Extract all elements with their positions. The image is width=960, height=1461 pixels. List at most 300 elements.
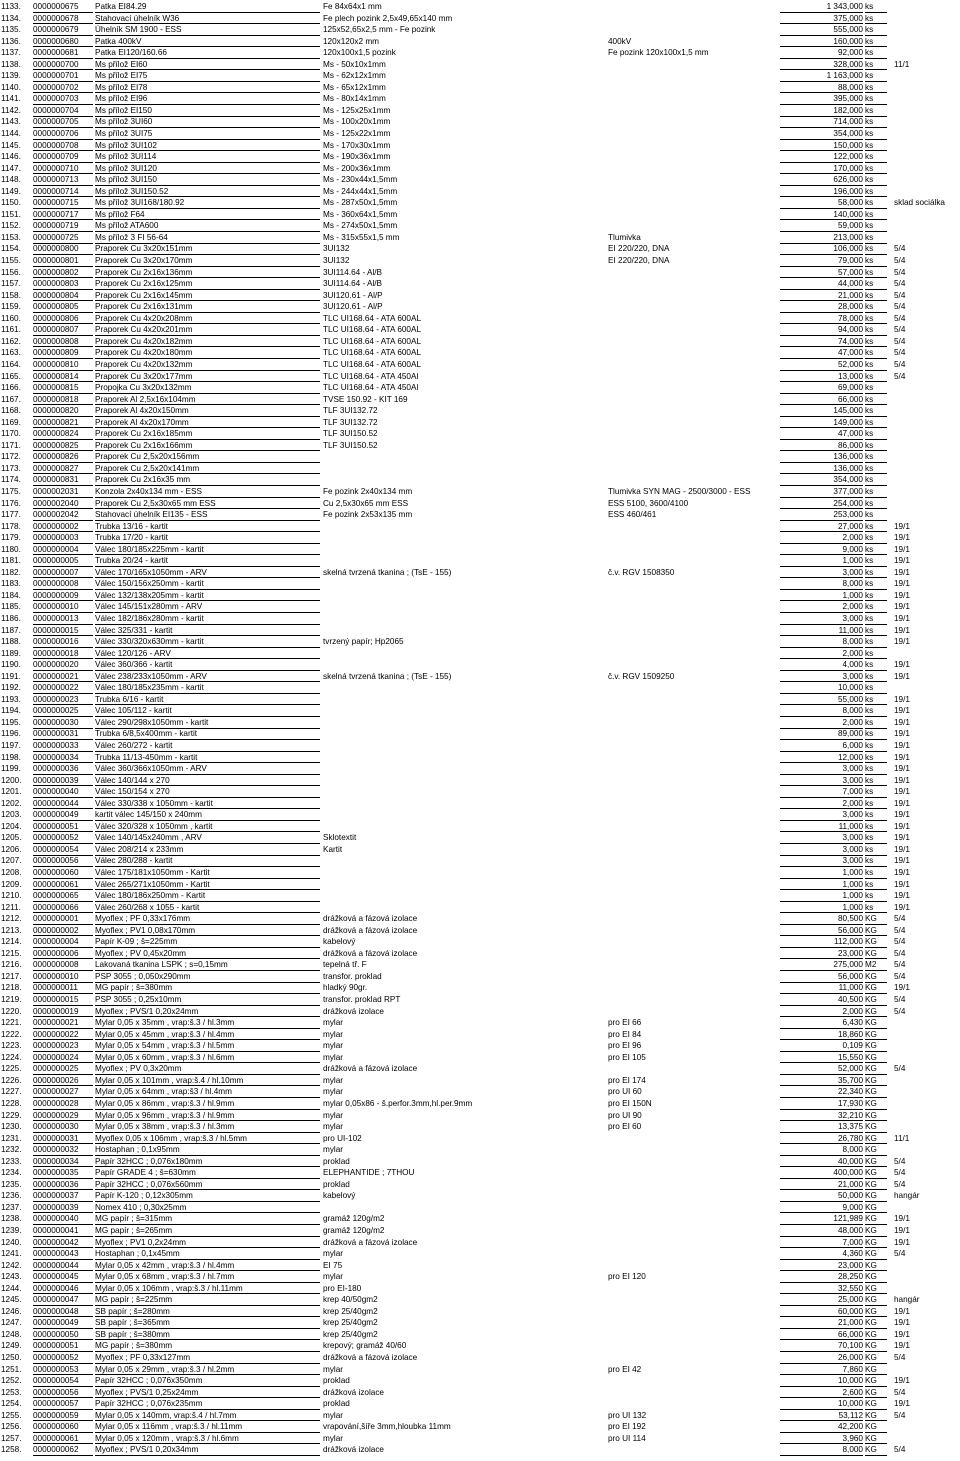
item-quantity: 13,000 — [780, 372, 863, 383]
item-unit: KG — [865, 1341, 887, 1352]
item-spec: 3UI114.64 - Al/B — [323, 267, 383, 277]
item-code: 0000000810 — [33, 360, 93, 371]
item-spec: krepový; gramáž 40/60 — [323, 1341, 407, 1351]
row-number: 1190. — [1, 660, 21, 670]
row-number: 1249. — [1, 1341, 22, 1351]
item-unit: KG — [865, 1122, 887, 1133]
item-name: SB papír ; š=280mm — [95, 1307, 320, 1318]
item-quantity: 78,000 — [780, 314, 863, 325]
item-code: 0000000004 — [33, 937, 93, 948]
item-name: Mylar 0,05 x 64mm , vrap:š3 / hl.4mm — [95, 1087, 320, 1098]
item-name: Válec 182/186x280mm - kartit — [95, 614, 320, 625]
row-number: 1233. — [1, 1156, 22, 1166]
item-location: 5/4 — [894, 995, 906, 1005]
item-quantity: 7,860 — [780, 1365, 863, 1376]
item-code: 0000000054 — [33, 845, 93, 856]
item-name: Ms přílož 3UI150 — [95, 175, 320, 186]
item-code: 0000000715 — [33, 198, 93, 209]
item-unit: ks — [865, 799, 887, 810]
item-location: 5/4 — [894, 267, 906, 277]
table-row — [0, 1376, 960, 1388]
item-code: 0000000002 — [33, 522, 93, 533]
item-unit: ks — [865, 117, 887, 128]
row-number: 1251. — [1, 1364, 22, 1374]
item-spec: TLC UI168.64 - ATA 600AL — [323, 336, 421, 346]
item-unit: KG — [865, 1330, 887, 1341]
item-code: 0000002042 — [33, 510, 93, 521]
item-code: 0000000679 — [33, 25, 93, 36]
table-row — [0, 1284, 960, 1296]
item-code: 0000000040 — [33, 787, 93, 798]
table-row — [0, 198, 960, 210]
table-row — [0, 729, 960, 741]
item-unit: ks — [865, 395, 887, 406]
item-code: 0000000037 — [33, 1191, 93, 1202]
item-spec: 3UI120.61 - Al/P — [323, 290, 383, 300]
table-row — [0, 302, 960, 314]
item-unit: ks — [865, 626, 887, 637]
item-name: MG papír ; š=265mm — [95, 1226, 320, 1237]
item-spec: Ms - 230x44x1,5mm — [323, 175, 398, 185]
table-row — [0, 983, 960, 995]
item-location: 19/1 — [894, 556, 910, 566]
table-row — [0, 972, 960, 984]
item-code: 0000000680 — [33, 37, 93, 48]
item-code: 0000000056 — [33, 856, 93, 867]
item-quantity: 74,000 — [780, 337, 863, 348]
item-unit: ks — [865, 868, 887, 879]
row-number: 1136. — [1, 36, 21, 46]
item-quantity: 122,000 — [780, 152, 863, 163]
item-quantity: 2,000 — [780, 1007, 863, 1018]
item-code: 0000000031 — [33, 1134, 93, 1145]
item-unit: ks — [865, 360, 887, 371]
item-quantity: 375,000 — [780, 14, 863, 25]
item-spec: mylar — [323, 1110, 344, 1120]
item-spec: drážková izolace — [323, 1387, 384, 1397]
item-note: pro EI 66 — [608, 1018, 642, 1028]
row-number: 1179. — [1, 533, 21, 543]
item-code: 0000000059 — [33, 1411, 93, 1422]
row-number: 1184. — [1, 590, 21, 600]
item-location: 5/4 — [894, 348, 906, 358]
table-row — [0, 1226, 960, 1238]
item-unit: KG — [865, 995, 887, 1006]
item-unit: ks — [865, 25, 887, 36]
item-quantity: 3,000 — [780, 764, 863, 775]
item-code: 0000000821 — [33, 418, 93, 429]
table-row — [0, 2, 960, 14]
table-row — [0, 314, 960, 326]
item-quantity: 2,000 — [780, 799, 863, 810]
item-spec: Ms - 125x22x1mm — [323, 129, 391, 139]
row-number: 1182. — [1, 567, 21, 577]
item-name: MG papír ; š=380mm — [95, 1341, 320, 1352]
item-unit: ks — [865, 522, 887, 533]
row-number: 1175. — [1, 486, 21, 496]
item-unit: ks — [865, 291, 887, 302]
item-spec: proklad — [323, 1179, 350, 1189]
item-spec: 120x120x2 mm — [323, 36, 379, 46]
item-name: Papír K-09 ; š=225mm — [95, 937, 320, 948]
table-row — [0, 221, 960, 233]
item-unit: ks — [865, 464, 887, 475]
table-row — [0, 117, 960, 129]
row-number: 1181. — [1, 556, 21, 566]
row-number: 1237. — [1, 1202, 22, 1212]
row-number: 1178. — [1, 521, 21, 531]
item-name: Mylar 0,05 x 60mm , vrap:š.3 / hl.6mm — [95, 1053, 320, 1064]
item-unit: KG — [865, 1053, 887, 1064]
item-spec: mylar — [323, 1145, 344, 1155]
row-number: 1248. — [1, 1329, 22, 1339]
item-name: Válec 140/145x240mm , ARV — [95, 833, 320, 844]
item-name: Propojka Cu 3x20x132mm — [95, 383, 320, 394]
item-location: 19/1 — [894, 891, 910, 901]
item-note: pro EI 96 — [608, 1041, 642, 1051]
item-code: 0000000678 — [33, 14, 93, 25]
table-row — [0, 614, 960, 626]
item-spec: proklad — [323, 1376, 350, 1386]
item-name: Praporek Al 2,5x16x104mm — [95, 395, 320, 406]
item-code: 0000000700 — [33, 60, 93, 71]
item-quantity: 86,000 — [780, 441, 863, 452]
item-code: 0000000029 — [33, 1111, 93, 1122]
item-note: pro EI 174 — [608, 1075, 646, 1085]
item-unit: ks — [865, 221, 887, 232]
item-unit: ks — [865, 268, 887, 279]
item-name: Mylar 0,05 x 45mm , vrap:š.3 / hl.4mm — [95, 1030, 320, 1041]
row-number: 1252. — [1, 1376, 22, 1386]
item-quantity: 626,000 — [780, 175, 863, 186]
item-quantity: 3,000 — [780, 568, 863, 579]
item-spec: 3UI120.61 - Al/P — [323, 302, 383, 312]
item-location: 19/1 — [894, 741, 910, 750]
row-number: 1147. — [1, 163, 21, 173]
item-quantity: 714,000 — [780, 117, 863, 128]
row-number: 1191. — [1, 671, 21, 681]
item-unit: ks — [865, 256, 887, 267]
item-code: 0000000061 — [33, 880, 93, 891]
table-row — [0, 695, 960, 707]
item-code: 0000000065 — [33, 891, 93, 902]
row-number: 1240. — [1, 1237, 22, 1247]
item-unit: ks — [865, 141, 887, 152]
row-number: 1151. — [1, 209, 21, 219]
item-unit: KG — [865, 1318, 887, 1329]
table-row — [0, 1145, 960, 1157]
item-name: Válec 360/366 - kartit — [95, 660, 320, 671]
item-spec: mylar — [323, 1075, 344, 1085]
item-code: 0000000022 — [33, 683, 93, 694]
item-quantity: 8,000 — [780, 706, 863, 717]
table-row — [0, 1399, 960, 1411]
item-unit: ks — [865, 383, 887, 394]
item-quantity: 3,000 — [780, 776, 863, 787]
table-row — [0, 441, 960, 453]
item-code: 0000000704 — [33, 106, 93, 117]
item-name: Hostaphan ; 0,1x95mm — [95, 1145, 320, 1156]
table-row — [0, 1064, 960, 1076]
item-spec: kabelový — [323, 937, 356, 947]
item-unit: KG — [865, 1411, 887, 1422]
item-unit: KG — [865, 1041, 887, 1052]
item-code: 0000000049 — [33, 810, 93, 821]
item-unit: ks — [865, 753, 887, 764]
item-name: Praporek Cu 2x16x131mm — [95, 302, 320, 313]
item-unit: KG — [865, 1214, 887, 1225]
row-number: 1220. — [1, 1006, 22, 1016]
table-row — [0, 949, 960, 961]
item-spec: TLC UI168.64 - ATA 450Al — [323, 383, 419, 393]
item-location: 19/1 — [894, 1214, 910, 1224]
item-unit: ks — [865, 244, 887, 255]
item-quantity: 40,000 — [780, 1157, 863, 1168]
row-number: 1183. — [1, 579, 21, 589]
item-unit: ks — [865, 602, 887, 613]
item-location: 19/1 — [894, 902, 910, 912]
item-code: 0000000006 — [33, 949, 93, 960]
item-code: 0000000039 — [33, 1203, 93, 1214]
item-location: 5/4 — [894, 1249, 906, 1259]
item-unit: KG — [865, 1145, 887, 1156]
row-number: 1246. — [1, 1306, 22, 1316]
item-spec: mylar — [323, 1087, 344, 1097]
item-spec: Ms - 125x25x1mm — [323, 105, 391, 115]
item-name: Papír 32HCC ; 0,076x560mm — [95, 1180, 320, 1191]
item-quantity: 170,000 — [780, 164, 863, 175]
item-spec: mylar — [323, 1364, 344, 1374]
row-number: 1146. — [1, 152, 21, 162]
item-quantity: 2,600 — [780, 1388, 863, 1399]
row-number: 1213. — [1, 925, 22, 935]
item-quantity: 50,000 — [780, 1191, 863, 1202]
item-spec: 3UI132 — [323, 256, 350, 266]
item-spec: Ms - 100x20x1mm — [323, 117, 391, 127]
table-row — [0, 637, 960, 649]
item-unit: ks — [865, 614, 887, 625]
item-code: 0000000033 — [33, 741, 93, 752]
item-location: 5/4 — [894, 1156, 906, 1166]
table-row — [0, 810, 960, 822]
item-name: Praporek Cu 2x16x166mm — [95, 441, 320, 452]
item-name: Myoflex ; PF 0,33x127mm — [95, 1353, 320, 1364]
item-note: pro UI 90 — [608, 1110, 642, 1120]
item-location: 19/1 — [894, 729, 910, 739]
row-number: 1196. — [1, 729, 21, 739]
item-quantity: 32,550 — [780, 1284, 863, 1295]
item-name: Praporek Cu 2x16x185mm — [95, 429, 320, 440]
item-code: 0000002031 — [33, 487, 93, 498]
item-location: 19/1 — [894, 1341, 910, 1351]
item-quantity: 3,000 — [780, 833, 863, 844]
item-location: 19/1 — [894, 1318, 910, 1328]
item-quantity: 1 163,000 — [780, 71, 863, 82]
item-name: Praporek Cu 4x20x201mm — [95, 325, 320, 336]
item-code: 0000000042 — [33, 1238, 93, 1249]
table-row — [0, 1030, 960, 1042]
table-row — [0, 152, 960, 164]
item-location: 5/4 — [894, 971, 906, 981]
item-quantity: 94,000 — [780, 325, 863, 336]
item-quantity: 150,000 — [780, 141, 863, 152]
table-row — [0, 660, 960, 672]
item-code: 0000000826 — [33, 452, 93, 463]
item-code: 0000000016 — [33, 637, 93, 648]
item-unit: ks — [865, 14, 887, 25]
row-number: 1238. — [1, 1214, 22, 1224]
row-number: 1217. — [1, 971, 22, 981]
item-code: 0000000008 — [33, 579, 93, 590]
item-quantity: 3,000 — [780, 672, 863, 683]
item-quantity: 1,000 — [780, 591, 863, 602]
row-number: 1165. — [1, 371, 21, 381]
row-number: 1164. — [1, 359, 21, 369]
item-quantity: 196,000 — [780, 187, 863, 198]
item-code: 0000000706 — [33, 129, 93, 140]
item-name: Válec 150/156x250mm - kartit — [95, 579, 320, 590]
row-number: 1186. — [1, 613, 21, 623]
item-code: 0000000002 — [33, 926, 93, 937]
item-unit: ks — [865, 325, 887, 336]
item-code: 0000000681 — [33, 48, 93, 59]
item-unit: KG — [865, 1087, 887, 1098]
row-number: 1201. — [1, 787, 22, 797]
item-location: 11/1 — [894, 59, 910, 69]
item-spec: krep 25/40gm2 — [323, 1318, 378, 1328]
item-code: 0000000044 — [33, 1261, 93, 1272]
item-location: 19/1 — [894, 602, 910, 612]
table-row — [0, 787, 960, 799]
item-name: Válec 290/298x1050mm - kartit — [95, 718, 320, 729]
item-code: 0000000710 — [33, 164, 93, 175]
row-number: 1236. — [1, 1191, 22, 1201]
item-location: 19/1 — [894, 521, 910, 531]
item-name: Mylar 0,05 x 54mm , vrap:š.3 / hl.5mm — [95, 1041, 320, 1052]
item-name: Válec 170/165x1050mm - ARV — [95, 568, 320, 579]
item-name: Válec 120/126 - ARV — [95, 649, 320, 660]
item-quantity: 56,000 — [780, 926, 863, 937]
item-code: 0000000808 — [33, 337, 93, 348]
item-unit: ks — [865, 106, 887, 117]
item-name: Myoflex ; PV 0,45x20mm — [95, 949, 320, 960]
item-unit: KG — [865, 972, 887, 983]
item-quantity: 47,000 — [780, 429, 863, 440]
item-quantity: 3,000 — [780, 810, 863, 821]
row-number: 1242. — [1, 1260, 22, 1270]
item-name: Válec 360/366x1050mm - ARV — [95, 764, 320, 775]
row-number: 1152. — [1, 221, 21, 231]
table-row — [0, 833, 960, 845]
item-code: 0000000801 — [33, 256, 93, 267]
table-row — [0, 903, 960, 915]
item-code: 0000000021 — [33, 1018, 93, 1029]
item-unit: ks — [865, 741, 887, 752]
item-spec: skelná tvrzená tkanina ; (TsE - 155) — [323, 567, 452, 577]
item-quantity: 26,000 — [780, 1353, 863, 1364]
row-number: 1255. — [1, 1410, 22, 1420]
item-note: pro UI 132 — [608, 1410, 647, 1420]
table-row — [0, 1168, 960, 1180]
item-name: Válec 260/272 - kartit — [95, 741, 320, 752]
row-number: 1171. — [1, 440, 21, 450]
item-location: 19/1 — [894, 833, 910, 843]
item-location: 19/1 — [894, 590, 910, 600]
item-spec: Fe pozink 2x40x134 mm — [323, 486, 413, 496]
item-code: 0000000047 — [33, 1295, 93, 1306]
item-unit: ks — [865, 579, 887, 590]
item-name: Ms přílož EI75 — [95, 71, 320, 82]
item-quantity: 3,000 — [780, 856, 863, 867]
item-unit: ks — [865, 337, 887, 348]
item-name: Stahovací úhelník EI135 - ESS — [95, 510, 320, 521]
table-row — [0, 1318, 960, 1330]
row-number: 1154. — [1, 244, 21, 254]
item-name: Válec 150/154 x 270 — [95, 787, 320, 798]
item-spec: 3UI132 — [323, 244, 350, 254]
row-number: 1243. — [1, 1272, 22, 1282]
item-name: PSP 3055 ; 0,050x290mm — [95, 972, 320, 983]
item-name: Válec 145/151x280mm - ARV — [95, 602, 320, 613]
item-code: 0000000011 — [33, 983, 93, 994]
item-spec: transfor. proklad RPT — [323, 995, 401, 1005]
table-row — [0, 1330, 960, 1342]
item-name: Patka EI120/160.66 — [95, 48, 320, 59]
item-spec: drážková izolace — [323, 1445, 384, 1455]
item-unit: ks — [865, 187, 887, 198]
item-code: 0000000036 — [33, 1180, 93, 1191]
item-unit: KG — [865, 937, 887, 948]
item-name: Patka 400kV — [95, 37, 320, 48]
item-quantity: 1,000 — [780, 556, 863, 567]
item-note: pro EI 192 — [608, 1422, 646, 1432]
item-location: 19/1 — [894, 544, 910, 554]
table-row — [0, 926, 960, 938]
item-name: SB papír ; š=380mm — [95, 1330, 320, 1341]
item-name: Praporek Cu 2x16x125mm — [95, 279, 320, 290]
item-name: Mylar 0,05 x 68mm , vrap:š.3 / hl.7mm — [95, 1272, 320, 1283]
item-quantity: 35,700 — [780, 1076, 863, 1087]
item-name: Mylar 0,05 x 29mm , vrap:š.3 / hl.2mm — [95, 1365, 320, 1376]
item-unit: KG — [865, 1388, 887, 1399]
item-code: 0000000034 — [33, 753, 93, 764]
item-name: Lakovaná tkanina LSPK ; s=0,15mm — [95, 960, 320, 971]
row-number: 1134. — [1, 13, 21, 23]
item-unit: KG — [865, 1099, 887, 1110]
item-spec: Fe 84x64x1 mm — [323, 2, 382, 11]
item-spec: drážková a fázová izolace — [323, 925, 418, 935]
row-number: 1214. — [1, 937, 22, 947]
item-spec: gramáž 120g/m2 — [323, 1225, 385, 1235]
item-name: Praporek Al 4x20x150mm — [95, 406, 320, 417]
item-quantity: 10,000 — [780, 1376, 863, 1387]
table-row — [0, 649, 960, 661]
item-location: sklad sociálka — [894, 198, 945, 208]
item-name: kartit válec 145/150 x 240mm — [95, 810, 320, 821]
item-location: 5/4 — [894, 371, 906, 381]
item-quantity: 2,000 — [780, 533, 863, 544]
row-number: 1228. — [1, 1098, 22, 1108]
item-spec: TLF 3UI132.72 — [323, 406, 378, 416]
item-unit: ks — [865, 164, 887, 175]
item-name: Ms přílož F64 — [95, 210, 320, 221]
table-row — [0, 83, 960, 95]
item-name: Válec 325/331 - kartit — [95, 626, 320, 637]
row-number: 1209. — [1, 879, 22, 889]
item-location: 19/1 — [894, 1225, 910, 1235]
row-number: 1258. — [1, 1445, 22, 1455]
row-number: 1143. — [1, 117, 21, 127]
